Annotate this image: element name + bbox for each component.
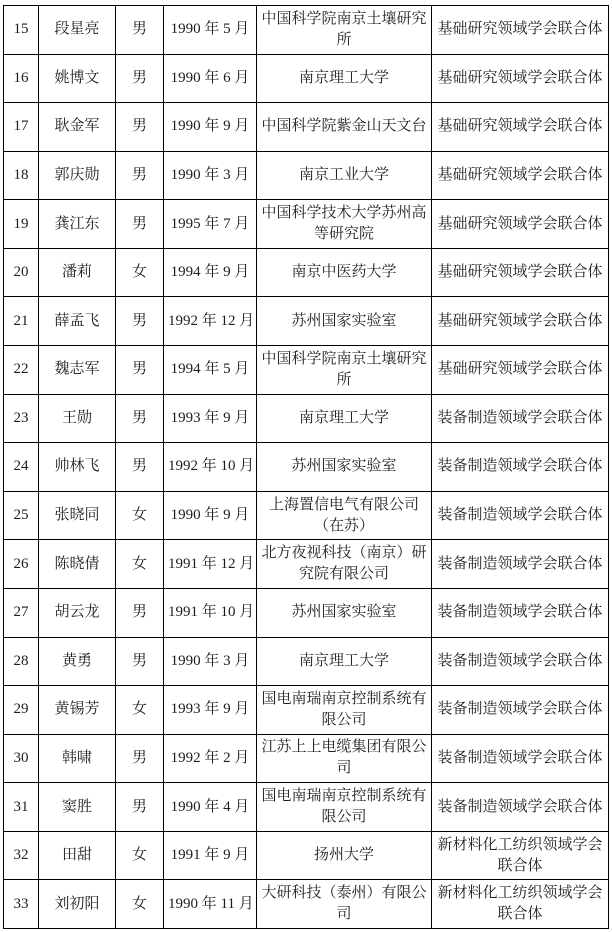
cell-alliance: 基础研究领域学会联合体 <box>432 54 609 103</box>
cell-name: 耿金军 <box>39 103 116 152</box>
cell-name: 黄锡芳 <box>39 686 116 735</box>
cell-alliance: 基础研究领域学会联合体 <box>432 200 609 249</box>
cell-organization: 南京理工大学 <box>257 394 432 443</box>
cell-name: 姚博文 <box>39 54 116 103</box>
cell-number: 32 <box>4 831 39 880</box>
cell-name: 田甜 <box>39 831 116 880</box>
cell-organization: 中国科学院紫金山天文台 <box>257 103 432 152</box>
cell-number: 31 <box>4 783 39 832</box>
cell-alliance: 装备制造领域学会联合体 <box>432 783 609 832</box>
cell-alliance: 基础研究领域学会联合体 <box>432 248 609 297</box>
cell-organization: 上海置信电气有限公司（在苏） <box>257 491 432 540</box>
cell-organization: 南京中医药大学 <box>257 248 432 297</box>
cell-gender: 男 <box>116 200 164 249</box>
cell-birth-date: 1993 年 9 月 <box>164 686 257 735</box>
cell-gender: 男 <box>116 151 164 200</box>
cell-alliance: 基础研究领域学会联合体 <box>432 6 609 55</box>
cell-alliance: 装备制造领域学会联合体 <box>432 686 609 735</box>
cell-birth-date: 1995 年 7 月 <box>164 200 257 249</box>
cell-gender: 男 <box>116 297 164 346</box>
cell-organization: 中国科学院南京土壤研究所 <box>257 346 432 395</box>
cell-organization: 江苏上上电缆集团有限公司 <box>257 734 432 783</box>
cell-birth-date: 1990 年 4 月 <box>164 783 257 832</box>
cell-organization: 苏州国家实验室 <box>257 297 432 346</box>
cell-name: 薛孟飞 <box>39 297 116 346</box>
cell-alliance: 新材料化工纺织领域学会联合体 <box>432 831 609 880</box>
table-row <box>4 346 609 395</box>
cell-organization: 国电南瑞南京控制系统有限公司 <box>257 783 432 832</box>
cell-number: 22 <box>4 346 39 395</box>
cell-alliance: 基础研究领域学会联合体 <box>432 103 609 152</box>
cell-number: 15 <box>4 6 39 55</box>
cell-gender: 女 <box>116 880 164 929</box>
table-row <box>4 880 609 929</box>
table-row <box>4 637 609 686</box>
cell-organization: 扬州大学 <box>257 831 432 880</box>
cell-alliance: 装备制造领域学会联合体 <box>432 443 609 492</box>
cell-gender: 男 <box>116 588 164 637</box>
cell-name: 龚江东 <box>39 200 116 249</box>
cell-gender: 女 <box>116 248 164 297</box>
cell-birth-date: 1992 年 10 月 <box>164 443 257 492</box>
cell-birth-date: 1992 年 2 月 <box>164 734 257 783</box>
cell-birth-date: 1990 年 3 月 <box>164 151 257 200</box>
table-row <box>4 248 609 297</box>
cell-organization: 中国科学技术大学苏州高等研究院 <box>257 200 432 249</box>
cell-alliance: 装备制造领域学会联合体 <box>432 491 609 540</box>
cell-alliance: 装备制造领域学会联合体 <box>432 540 609 589</box>
cell-birth-date: 1990 年 9 月 <box>164 491 257 540</box>
cell-name: 段星亮 <box>39 6 116 55</box>
cell-gender: 男 <box>116 637 164 686</box>
cell-number: 30 <box>4 734 39 783</box>
cell-name: 韩啸 <box>39 734 116 783</box>
cell-number: 23 <box>4 394 39 443</box>
cell-name: 黄勇 <box>39 637 116 686</box>
cell-alliance: 装备制造领域学会联合体 <box>432 588 609 637</box>
cell-birth-date: 1991 年 12 月 <box>164 540 257 589</box>
cell-gender: 男 <box>116 443 164 492</box>
cell-gender: 男 <box>116 734 164 783</box>
cell-number: 24 <box>4 443 39 492</box>
table-row <box>4 443 609 492</box>
cell-alliance: 装备制造领域学会联合体 <box>432 734 609 783</box>
roster-table-container <box>3 5 609 928</box>
table-row <box>4 831 609 880</box>
cell-number: 19 <box>4 200 39 249</box>
table-row <box>4 686 609 735</box>
table-row <box>4 297 609 346</box>
cell-organization: 大研科技（泰州）有限公司 <box>257 880 432 929</box>
table-row <box>4 54 609 103</box>
table-row <box>4 394 609 443</box>
cell-alliance: 新材料化工纺织领域学会联合体 <box>432 880 609 929</box>
cell-gender: 男 <box>116 394 164 443</box>
cell-name: 胡云龙 <box>39 588 116 637</box>
cell-organization: 苏州国家实验室 <box>257 443 432 492</box>
cell-birth-date: 1993 年 9 月 <box>164 394 257 443</box>
cell-name: 潘莉 <box>39 248 116 297</box>
cell-number: 18 <box>4 151 39 200</box>
cell-birth-date: 1990 年 3 月 <box>164 637 257 686</box>
table-row <box>4 783 609 832</box>
cell-number: 16 <box>4 54 39 103</box>
table-row <box>4 540 609 589</box>
cell-gender: 男 <box>116 103 164 152</box>
cell-number: 28 <box>4 637 39 686</box>
cell-gender: 男 <box>116 783 164 832</box>
cell-organization: 苏州国家实验室 <box>257 588 432 637</box>
cell-birth-date: 1991 年 10 月 <box>164 588 257 637</box>
cell-name: 陈晓倩 <box>39 540 116 589</box>
cell-name: 张晓同 <box>39 491 116 540</box>
cell-alliance: 装备制造领域学会联合体 <box>432 394 609 443</box>
cell-gender: 男 <box>116 6 164 55</box>
table-row <box>4 200 609 249</box>
cell-alliance: 基础研究领域学会联合体 <box>432 151 609 200</box>
cell-gender: 女 <box>116 831 164 880</box>
cell-birth-date: 1992 年 12 月 <box>164 297 257 346</box>
cell-gender: 女 <box>116 491 164 540</box>
cell-organization: 南京工业大学 <box>257 151 432 200</box>
cell-gender: 男 <box>116 54 164 103</box>
cell-birth-date: 1991 年 9 月 <box>164 831 257 880</box>
cell-name: 魏志军 <box>39 346 116 395</box>
cell-organization: 国电南瑞南京控制系统有限公司 <box>257 686 432 735</box>
table-row <box>4 491 609 540</box>
cell-birth-date: 1994 年 5 月 <box>164 346 257 395</box>
table-row <box>4 6 609 55</box>
cell-number: 27 <box>4 588 39 637</box>
cell-gender: 女 <box>116 686 164 735</box>
cell-number: 25 <box>4 491 39 540</box>
table-row <box>4 151 609 200</box>
cell-organization: 中国科学院南京土壤研究所 <box>257 6 432 55</box>
cell-name: 窦胜 <box>39 783 116 832</box>
cell-number: 21 <box>4 297 39 346</box>
cell-birth-date: 1990 年 11 月 <box>164 880 257 929</box>
cell-name: 刘初阳 <box>39 880 116 929</box>
roster-table <box>3 5 609 929</box>
cell-birth-date: 1994 年 9 月 <box>164 248 257 297</box>
cell-alliance: 基础研究领域学会联合体 <box>432 346 609 395</box>
cell-organization: 北方夜视科技（南京）研究院有限公司 <box>257 540 432 589</box>
cell-name: 帅林飞 <box>39 443 116 492</box>
cell-birth-date: 1990 年 6 月 <box>164 54 257 103</box>
table-row <box>4 103 609 152</box>
cell-number: 26 <box>4 540 39 589</box>
cell-number: 20 <box>4 248 39 297</box>
cell-organization: 南京理工大学 <box>257 637 432 686</box>
table-row <box>4 734 609 783</box>
cell-alliance: 基础研究领域学会联合体 <box>432 297 609 346</box>
cell-number: 33 <box>4 880 39 929</box>
cell-birth-date: 1990 年 9 月 <box>164 103 257 152</box>
cell-alliance: 装备制造领域学会联合体 <box>432 637 609 686</box>
cell-birth-date: 1990 年 5 月 <box>164 6 257 55</box>
cell-gender: 男 <box>116 346 164 395</box>
table-row <box>4 588 609 637</box>
cell-number: 29 <box>4 686 39 735</box>
cell-name: 王勋 <box>39 394 116 443</box>
cell-number: 17 <box>4 103 39 152</box>
cell-gender: 女 <box>116 540 164 589</box>
cell-name: 郭庆勋 <box>39 151 116 200</box>
cell-organization: 南京理工大学 <box>257 54 432 103</box>
